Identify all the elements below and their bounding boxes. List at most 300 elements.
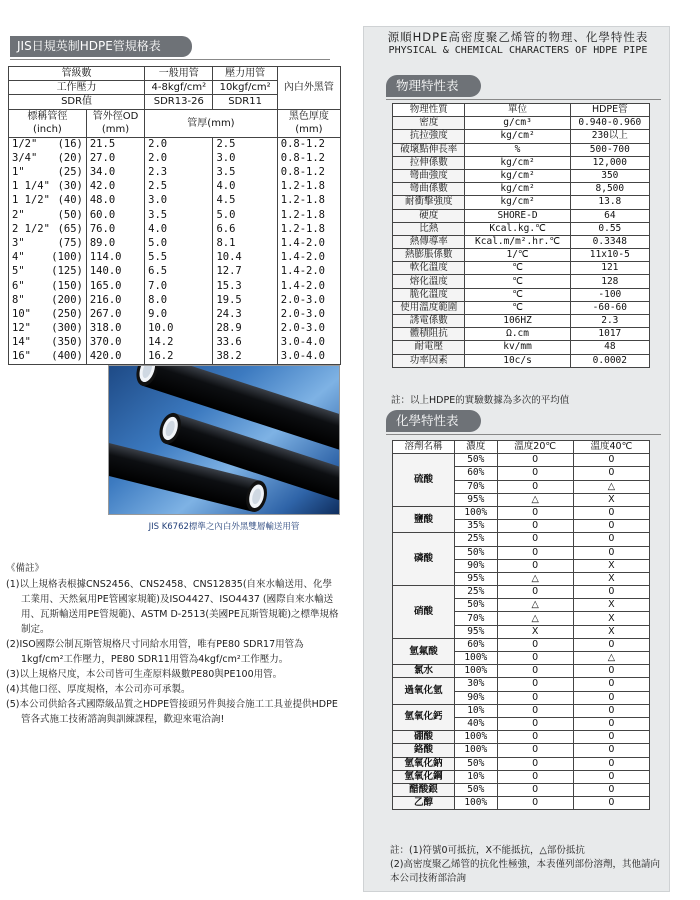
phys-value: -60-60 — [570, 301, 649, 314]
chem-header-temp20: 溫度20℃ — [497, 441, 573, 454]
spec-row — [9, 222, 341, 236]
chem-resist-40c: X — [573, 612, 649, 625]
chem-concentration: 95% — [455, 493, 498, 506]
phys-header-property: 物理性質 — [393, 104, 465, 117]
spec-header-work-pressure: 工作壓力 — [9, 81, 145, 95]
spec-black-thickness: 1.2-1.8 — [277, 222, 340, 236]
chem-resist-40c: 0 — [573, 744, 649, 757]
spec-nominal-cell — [9, 350, 87, 364]
spec-nominal-cell — [9, 265, 87, 279]
chem-resist-40c: 0 — [573, 704, 649, 717]
phys-property: 耐衝擊強度 — [393, 196, 465, 209]
spec-nominal-inch: 12" — [12, 322, 31, 335]
spec-nominal-inch: 10" — [12, 307, 31, 320]
phys-value: 0.55 — [570, 222, 649, 235]
phys-value: 13.8 — [570, 196, 649, 209]
spec-nominal-cell — [9, 165, 87, 179]
phys-property: 誘電係數 — [393, 315, 465, 328]
phys-value: 0.940-0.960 — [570, 117, 649, 130]
chem-resist-40c: X — [573, 625, 649, 638]
chem-solvent: 硼酸 — [393, 731, 455, 744]
phys-property: 比熱 — [393, 222, 465, 235]
phys-property: 密度 — [393, 117, 465, 130]
spec-od: 89.0 — [86, 236, 144, 250]
chem-resist-20c: 0 — [497, 770, 573, 783]
chem-row — [393, 586, 650, 599]
chem-row — [393, 506, 650, 519]
phys-value: 230以上 — [570, 130, 649, 143]
spec-thickness-pressure: 4.5 — [213, 194, 277, 208]
phys-property: 功率因素 — [393, 354, 465, 367]
phys-unit: Kcal.m/m².hr.℃ — [465, 235, 570, 248]
spec-header-pressure: 壓力用管 — [213, 67, 277, 81]
spec-nominal-cell — [9, 251, 87, 265]
phys-row — [393, 315, 650, 328]
spec-thickness-pressure: 3.5 — [213, 165, 277, 179]
spec-nominal-mm: (200) — [51, 293, 83, 306]
chem-resist-20c: X — [497, 625, 573, 638]
phys-unit: 1/℃ — [465, 249, 570, 262]
pipe-photo — [108, 365, 340, 515]
phys-row — [393, 288, 650, 301]
phys-row — [393, 117, 650, 130]
chemical-section-badge: 化學特性表 — [386, 410, 481, 432]
spec-nominal-mm: (75) — [57, 236, 83, 249]
spec-thickness-general: 7.0 — [145, 279, 213, 293]
spec-thickness-general: 5.5 — [145, 251, 213, 265]
chem-resist-40c: 0 — [573, 783, 649, 796]
chem-concentration: 10% — [455, 770, 498, 783]
chem-row — [393, 665, 650, 678]
remark-item: (3)以上規格尺度，本公司皆可生產原料級數PE80與PE100用管。 — [6, 669, 283, 680]
phys-value: 500-700 — [570, 143, 649, 156]
spec-thickness-general: 2.3 — [145, 165, 213, 179]
phys-unit: 106HZ — [465, 315, 570, 328]
spec-nominal-inch: 1 1/2" — [12, 194, 50, 207]
phys-value: 128 — [570, 275, 649, 288]
spec-nominal-inch: 5" — [12, 265, 25, 278]
phys-value: 2.3 — [570, 315, 649, 328]
chem-row — [393, 638, 650, 651]
spec-od: 21.5 — [86, 137, 144, 151]
spec-sdr-general: SDR13-26 — [145, 95, 213, 109]
chem-header-solvent: 溶劑名稱 — [393, 441, 455, 454]
spec-nominal-mm: (65) — [57, 222, 83, 235]
spec-thickness-pressure: 28.9 — [213, 322, 277, 336]
spec-thickness-general: 4.0 — [145, 222, 213, 236]
chem-concentration: 50% — [455, 454, 498, 467]
chem-resist-40c: 0 — [573, 586, 649, 599]
chem-resist-20c: 0 — [497, 717, 573, 730]
spec-sdr-pressure: SDR11 — [213, 95, 277, 109]
spec-nominal-mm: (40) — [57, 194, 83, 207]
chem-concentration: 60% — [455, 467, 498, 480]
spec-od: 165.0 — [86, 279, 144, 293]
spec-nominal-mm: (350) — [51, 336, 83, 349]
chem-concentration: 100% — [455, 744, 498, 757]
chem-concentration: 100% — [455, 797, 498, 810]
spec-black-thickness: 2.0-3.0 — [277, 293, 340, 307]
spec-od: 216.0 — [86, 293, 144, 307]
phys-property: 彎曲係數 — [393, 183, 465, 196]
chem-header-concentration: 濃度 — [455, 441, 498, 454]
spec-row — [9, 279, 341, 293]
spec-black-thickness: 1.2-1.8 — [277, 208, 340, 222]
spec-thickness-pressure: 10.4 — [213, 251, 277, 265]
spec-black-thickness: 0.8-1.2 — [277, 151, 340, 165]
chem-resist-20c: 0 — [497, 744, 573, 757]
spec-thickness-general: 2.0 — [145, 151, 213, 165]
phys-value: 1017 — [570, 328, 649, 341]
spec-thickness-general: 5.0 — [145, 236, 213, 250]
spec-table-title: JIS日規英制HDPE管規格表 — [10, 36, 192, 57]
phys-row — [393, 222, 650, 235]
spec-row — [9, 165, 341, 179]
spec-black-thickness: 1.2-1.8 — [277, 180, 340, 194]
chem-resist-40c: 0 — [573, 533, 649, 546]
spec-header-grade: 管級數 — [9, 67, 145, 81]
phys-unit: % — [465, 143, 570, 156]
chem-concentration: 100% — [455, 506, 498, 519]
spec-nominal-inch: 3" — [12, 236, 25, 249]
jis-spec-table — [8, 66, 341, 365]
spec-nominal-mm: (150) — [51, 279, 83, 292]
chem-solvent: 硝酸 — [393, 586, 455, 639]
spec-thickness-pressure: 12.7 — [213, 265, 277, 279]
chem-resist-40c: X — [573, 493, 649, 506]
phys-row — [393, 196, 650, 209]
spec-header-od: 管外徑OD (mm) — [86, 109, 144, 137]
chem-resist-40c: 0 — [573, 665, 649, 678]
chem-solvent: 氫氧化鋼 — [393, 770, 455, 783]
phys-unit: ℃ — [465, 262, 570, 275]
chem-resist-20c: △ — [497, 612, 573, 625]
spec-nominal-inch: 14" — [12, 336, 31, 349]
phys-value: -100 — [570, 288, 649, 301]
chem-concentration: 95% — [455, 625, 498, 638]
spec-nominal-cell — [9, 137, 87, 151]
spec-header-inner: 內白外黑管 — [277, 67, 340, 110]
phys-unit: Ω.cm — [465, 328, 570, 341]
spec-row — [9, 137, 341, 151]
chem-resist-20c: 0 — [497, 797, 573, 810]
phys-value: 64 — [570, 209, 649, 222]
phys-property: 軟化溫度 — [393, 262, 465, 275]
chem-resist-20c: 0 — [497, 546, 573, 559]
spec-header-general: 一般用管 — [145, 67, 213, 81]
spec-nominal-inch: 4" — [12, 251, 25, 264]
spec-nominal-cell — [9, 279, 87, 293]
spec-nominal-cell — [9, 222, 87, 236]
spec-od: 42.0 — [86, 180, 144, 194]
spec-black-thickness: 0.8-1.2 — [277, 165, 340, 179]
chem-resist-40c: 0 — [573, 454, 649, 467]
chem-resist-20c: 0 — [497, 638, 573, 651]
spec-nominal-mm: (250) — [51, 307, 83, 320]
phys-property: 拉伸係數 — [393, 156, 465, 169]
spec-od: 370.0 — [86, 336, 144, 350]
spec-row — [9, 194, 341, 208]
spec-row — [9, 151, 341, 165]
phys-value: 48 — [570, 341, 649, 354]
phys-unit: Kcal.kg.℃ — [465, 222, 570, 235]
phys-unit: kg/cm² — [465, 196, 570, 209]
chem-resist-20c: 0 — [497, 678, 573, 691]
spec-od: 27.0 — [86, 151, 144, 165]
spec-nominal-inch: 2" — [12, 208, 25, 221]
chem-resist-20c: 0 — [497, 467, 573, 480]
phys-row — [393, 156, 650, 169]
phys-property: 耐電壓 — [393, 341, 465, 354]
chem-solvent: 氫氧化鈣 — [393, 704, 455, 730]
spec-black-thickness: 1.4-2.0 — [277, 251, 340, 265]
chem-solvent: 硫酸 — [393, 454, 455, 507]
spec-od: 34.0 — [86, 165, 144, 179]
spec-nominal-inch: 6" — [12, 279, 25, 292]
spec-thickness-pressure: 33.6 — [213, 336, 277, 350]
remarks-heading: 《備註》 — [6, 563, 45, 574]
spec-nominal-cell — [9, 236, 87, 250]
spec-row — [9, 236, 341, 250]
phys-row — [393, 328, 650, 341]
spec-header-black-thickness: 黑色厚度 (mm) — [277, 109, 340, 137]
chem-resist-20c: 0 — [497, 704, 573, 717]
spec-thickness-pressure: 8.1 — [213, 236, 277, 250]
spec-nominal-cell — [9, 151, 87, 165]
spec-header-sdr: SDR值 — [9, 95, 145, 109]
spec-row — [9, 265, 341, 279]
spec-nominal-inch: 1 1/4" — [12, 180, 50, 193]
chem-concentration: 25% — [455, 533, 498, 546]
phys-unit: ℃ — [465, 275, 570, 288]
phys-row — [393, 183, 650, 196]
chem-resist-40c: 0 — [573, 546, 649, 559]
spec-row — [9, 293, 341, 307]
properties-title-zh: 源順HDPE高密度聚乙烯管的物理、化學特性表 — [387, 30, 649, 44]
spec-nominal-cell — [9, 180, 87, 194]
phys-unit: kg/cm² — [465, 130, 570, 143]
chem-row — [393, 797, 650, 810]
spec-wp-pressure: 10kgf/cm² — [213, 81, 277, 95]
phys-unit: ℃ — [465, 288, 570, 301]
chem-resist-40c: △ — [573, 480, 649, 493]
phys-row — [393, 235, 650, 248]
spec-od: 60.0 — [86, 208, 144, 222]
chem-resist-40c: 0 — [573, 797, 649, 810]
chem-solvent: 醋酸銀 — [393, 783, 455, 796]
phys-property: 熱膨脹係數 — [393, 249, 465, 262]
spec-black-thickness: 1.4-2.0 — [277, 279, 340, 293]
chem-resist-20c: 0 — [497, 757, 573, 770]
spec-black-thickness: 3.0-4.0 — [277, 350, 340, 364]
chem-resist-20c: △ — [497, 493, 573, 506]
phys-row — [393, 130, 650, 143]
chem-resist-40c: X — [573, 572, 649, 585]
chem-resist-40c: 0 — [573, 757, 649, 770]
spec-nominal-inch: 1/2" — [12, 137, 38, 150]
spec-nominal-mm: (20) — [57, 151, 83, 164]
phys-property: 硬度 — [393, 209, 465, 222]
spec-thickness-general: 14.2 — [145, 336, 213, 350]
chem-resist-20c: 0 — [497, 783, 573, 796]
chem-concentration: 50% — [455, 599, 498, 612]
spec-nominal-inch: 1" — [12, 166, 25, 179]
chem-resist-20c: △ — [497, 599, 573, 612]
spec-thickness-general: 3.0 — [145, 194, 213, 208]
phys-property: 脆化溫度 — [393, 288, 465, 301]
phys-value: 0.3348 — [570, 235, 649, 248]
chem-concentration: 90% — [455, 559, 498, 572]
spec-nominal-mm: (125) — [51, 265, 83, 278]
spec-black-thickness: 0.8-1.2 — [277, 137, 340, 151]
remark-item: (4)其他口徑、厚度規格，本公司亦可承製。 — [6, 684, 191, 695]
spec-wp-general: 4-8kgf/cm² — [145, 81, 213, 95]
spec-thickness-pressure: 15.3 — [213, 279, 277, 293]
spec-thickness-pressure: 38.2 — [213, 350, 277, 364]
phys-unit: kv/mm — [465, 341, 570, 354]
spec-thickness-pressure: 19.5 — [213, 293, 277, 307]
remarks-section — [6, 561, 341, 727]
chem-row — [393, 757, 650, 770]
properties-title-en: PHYSICAL & CHEMICAL CHARACTERS OF HDPE PIPE — [388, 45, 648, 56]
spec-thickness-pressure: 2.5 — [213, 137, 277, 151]
pipes-illustration — [109, 366, 340, 515]
chem-resist-40c: X — [573, 559, 649, 572]
chem-resist-20c: 0 — [497, 652, 573, 665]
chem-solvent: 乙醇 — [393, 797, 455, 810]
phys-header-value: HDPE管 — [570, 104, 649, 117]
spec-black-thickness: 2.0-3.0 — [277, 322, 340, 336]
spec-header-nominal: 標稱管徑 (inch) — [9, 109, 87, 137]
chem-concentration: 100% — [455, 665, 498, 678]
chem-concentration: 95% — [455, 572, 498, 585]
chem-concentration: 100% — [455, 731, 498, 744]
chem-resist-40c: 0 — [573, 770, 649, 783]
chem-solvent: 鉻酸 — [393, 744, 455, 757]
chem-resist-40c: △ — [573, 652, 649, 665]
chem-resist-20c: △ — [497, 572, 573, 585]
spec-thickness-pressure: 6.6 — [213, 222, 277, 236]
spec-od: 76.0 — [86, 222, 144, 236]
chem-resist-40c: 0 — [573, 731, 649, 744]
chem-resist-20c: 0 — [497, 454, 573, 467]
spec-thickness-general: 10.0 — [145, 322, 213, 336]
chem-resist-40c: 0 — [573, 638, 649, 651]
chem-concentration: 100% — [455, 652, 498, 665]
spec-nominal-cell — [9, 293, 87, 307]
phys-row — [393, 169, 650, 182]
chem-concentration: 30% — [455, 678, 498, 691]
remark-item: (1)以上規格表根據CNS2456、CNS2458、CNS12835(自來水輸送用、化學工業用、天然氣用PE管國家規範)及ISO4427、ISO4437 (國際自來水輸送用、瓦斯輸送用PE管規範)、ASTM D-2513(美國PE瓦斯管規範)之標準規格制定。 — [6, 579, 339, 635]
chemical-properties-table — [392, 440, 650, 810]
spec-nominal-mm: (30) — [57, 180, 83, 193]
spec-thickness-pressure: 4.0 — [213, 180, 277, 194]
phys-property: 抗拉強度 — [393, 130, 465, 143]
chem-row — [393, 783, 650, 796]
chem-resist-20c: 0 — [497, 586, 573, 599]
chem-resist-20c: 0 — [497, 506, 573, 519]
chem-concentration: 50% — [455, 783, 498, 796]
chem-solvent: 氫氟酸 — [393, 638, 455, 664]
phys-row — [393, 354, 650, 367]
remark-item: (2)ISO國際公制瓦斯管規格尺寸同給水用管，唯有PE80 SDR17用管為1kgf/cm²工作壓力，PE80 SDR11用管為4kgf/cm²工作壓力。 — [6, 639, 304, 665]
spec-row — [9, 251, 341, 265]
phys-property: 體積阻抗 — [393, 328, 465, 341]
spec-nominal-mm: (400) — [51, 350, 83, 363]
chem-resist-20c: 0 — [497, 533, 573, 546]
phys-unit: kg/cm² — [465, 183, 570, 196]
phys-property: 熱傳導率 — [393, 235, 465, 248]
remark-item: (5)本公司供給各式國際級品質之HDPE管接頭另件與接合施工工具並提供HDPE管各式施工技術諮詢與訓練課程，歡迎來電洽詢! — [6, 699, 338, 725]
chem-row — [393, 731, 650, 744]
spec-nominal-inch: 16" — [12, 350, 31, 363]
physical-properties-table — [392, 103, 650, 368]
spec-nominal-cell — [9, 194, 87, 208]
chem-resist-20c: 0 — [497, 691, 573, 704]
spec-nominal-inch: 8" — [12, 293, 25, 306]
spec-row — [9, 336, 341, 350]
chem-concentration: 70% — [455, 612, 498, 625]
physical-section-badge: 物理特性表 — [386, 75, 481, 97]
spec-nominal-mm: (100) — [51, 251, 83, 264]
spec-thickness-general: 8.0 — [145, 293, 213, 307]
phys-property: 使用溫度範圍 — [393, 301, 465, 314]
phys-unit: kg/cm² — [465, 156, 570, 169]
phys-value: 350 — [570, 169, 649, 182]
phys-value: 8,500 — [570, 183, 649, 196]
chem-concentration: 70% — [455, 480, 498, 493]
chem-resist-40c: X — [573, 599, 649, 612]
chem-resist-20c: 0 — [497, 731, 573, 744]
chem-row — [393, 533, 650, 546]
chem-resist-20c: 0 — [497, 480, 573, 493]
spec-thickness-general: 2.5 — [145, 180, 213, 194]
phys-unit: kg/cm² — [465, 169, 570, 182]
spec-row — [9, 350, 341, 364]
spec-od: 267.0 — [86, 307, 144, 321]
chem-solvent: 鹽酸 — [393, 506, 455, 532]
spec-nominal-cell — [9, 208, 87, 222]
phys-unit: ℃ — [465, 301, 570, 314]
spec-thickness-pressure: 5.0 — [213, 208, 277, 222]
spec-header-thickness: 管厚(mm) — [145, 109, 278, 137]
spec-thickness-general: 3.5 — [145, 208, 213, 222]
phys-property: 彎曲強度 — [393, 169, 465, 182]
chem-concentration: 90% — [455, 691, 498, 704]
phys-row — [393, 249, 650, 262]
spec-thickness-general: 6.5 — [145, 265, 213, 279]
chem-resist-20c: 0 — [497, 665, 573, 678]
physical-note: 註：以上HDPE的實驗數據為多次的平均值 — [391, 395, 570, 406]
phys-row — [393, 209, 650, 222]
spec-nominal-mm: (50) — [57, 208, 83, 221]
spec-nominal-inch: 2 1/2" — [12, 222, 50, 235]
spec-od: 420.0 — [86, 350, 144, 364]
chem-resist-40c: 0 — [573, 506, 649, 519]
spec-black-thickness: 3.0-4.0 — [277, 336, 340, 350]
chem-concentration: 35% — [455, 520, 498, 533]
spec-black-thickness: 1.4-2.0 — [277, 236, 340, 250]
phys-row — [393, 341, 650, 354]
chem-concentration: 25% — [455, 586, 498, 599]
spec-thickness-general: 9.0 — [145, 307, 213, 321]
phys-row — [393, 301, 650, 314]
chem-resist-40c: 0 — [573, 520, 649, 533]
spec-od: 48.0 — [86, 194, 144, 208]
chem-solvent: 氫氧化鈉 — [393, 757, 455, 770]
spec-nominal-cell — [9, 336, 87, 350]
phys-unit: g/cm³ — [465, 117, 570, 130]
